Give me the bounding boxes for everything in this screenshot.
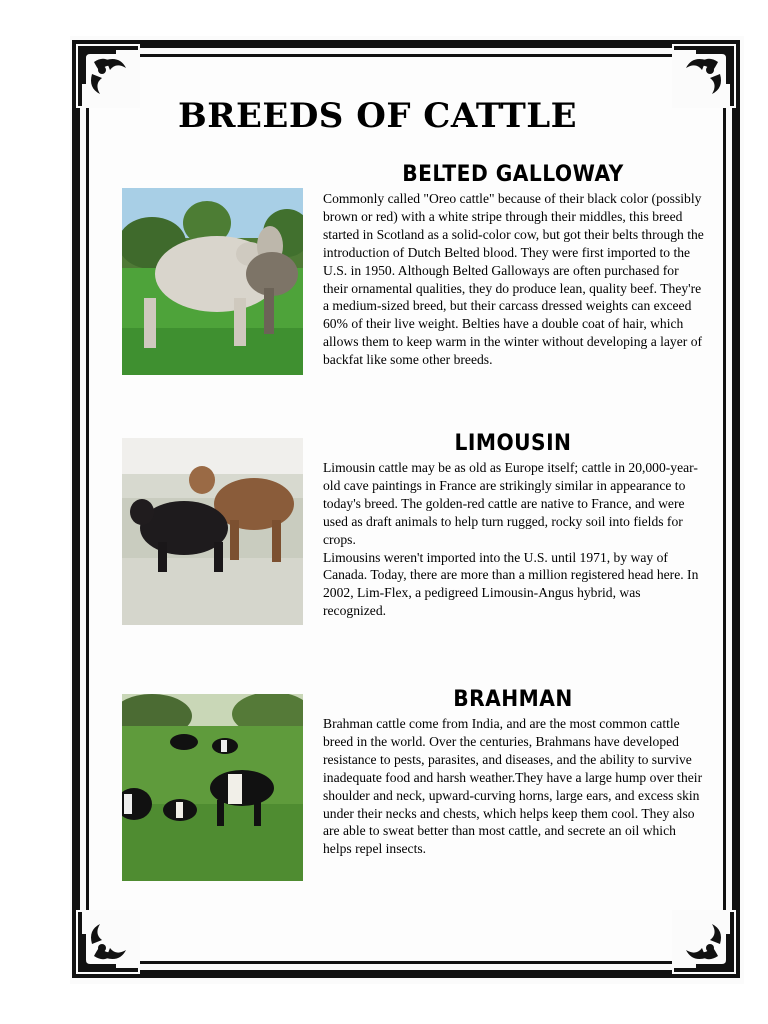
breed-paragraph: Brahman cattle come from India, and are the most common cattle breed in the world. Over the centuries, Brahmans have developed resistance to pests, parasites, and diseases, and the ability to survive inadequate food and harsh weather.They have a large hump over their shoulder and neck, upward-curving horns, large ears, and excess skin under their necks and chests, which helps keep them cool. They also are able to sweat better than most cattle, and secrete an oil which helps repel insects. — [323, 716, 703, 857]
corner-ornament-bottom-right — [672, 910, 736, 974]
breed-description-3 — [323, 715, 705, 858]
corner-ornament-top-right — [672, 44, 736, 108]
corner-ornament-top-left — [76, 44, 140, 108]
breed-photo-3 — [122, 694, 303, 881]
breed-photo-1 — [122, 188, 303, 375]
breed-paragraph: Limousin cattle may be as old as Europe itself; cattle in 20,000-year-old cave paintings in France are strikingly similar in appearance to today's breed. The golden-red cattle are native to France, and were used as draft animals to help turn rugged, rocky soil into fields for crops. — [323, 460, 698, 547]
page-title: BREEDS OF CATTLE — [178, 96, 578, 136]
breed-heading-1: BELTED GALLOWAY — [402, 162, 624, 187]
breed-paragraph: Commonly called "Oreo cattle" because of their black color (possibly brown or red) with a white stripe through their middles, this breed started in Scotland as a solid-color cow, but got their belts through the introduction of Dutch Belted blood. They were first imported to the U.S. in 1950. Although Belted Galloways are often purchased for their ornamental qualities, they do produce lean, quality beef. They're a medium-sized breed, but their carcass dressed weights can exceed 60% of their live weight. Belties have a double coat of hair, which allows them to keep warm in the winter without developing a layer of backfat like some other breeds. — [323, 191, 704, 368]
corner-ornament-bottom-left — [76, 910, 140, 974]
breed-paragraph: Limousins weren't imported into the U.S. until 1971, by way of Canada. Today, there are more than a million registered head here. In 2002, Lim-Flex, a pedigreed Limousin-Angus hybrid, was recognized. — [323, 549, 699, 619]
breed-heading-2: LIMOUSIN — [454, 431, 572, 456]
breed-heading-3: BRAHMAN — [453, 687, 573, 712]
breed-photo-2 — [122, 438, 303, 625]
breed-description-1 — [323, 190, 705, 369]
breed-description-2 — [323, 459, 705, 620]
